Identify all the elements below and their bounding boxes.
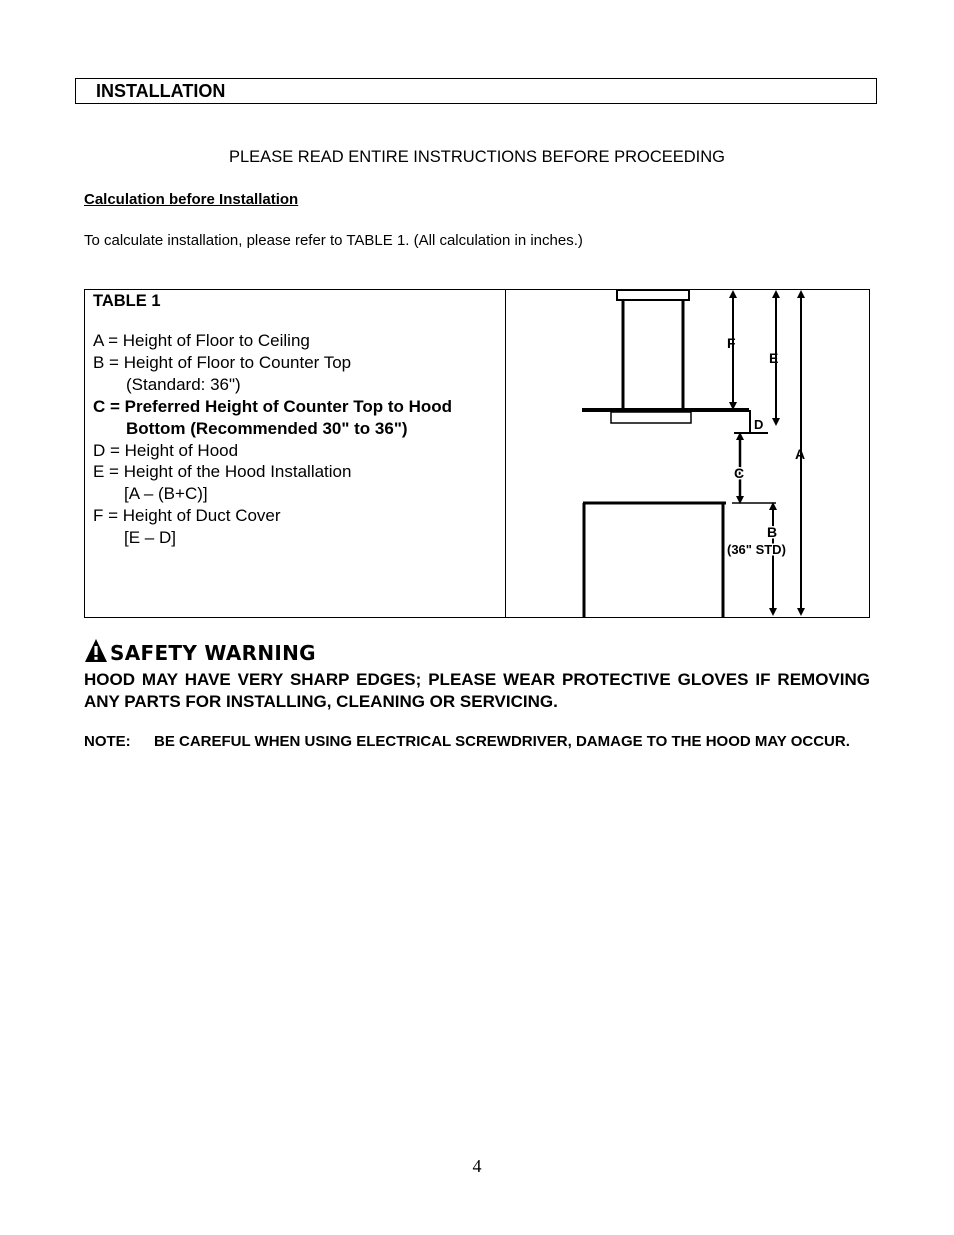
label-e: E (769, 350, 779, 366)
definition-b-standard: (Standard: 36") (126, 374, 241, 394)
definition-c-recommended: Bottom (Recommended 30" to 36") (126, 418, 408, 438)
section-header (75, 78, 877, 104)
calculation-heading: Calculation before Installation (84, 191, 299, 208)
note-text: BE CAREFUL WHEN USING ELECTRICAL SCREWDRIVER, DAMAGE TO THE HOOD MAY OCCUR. (154, 733, 850, 750)
hood-body (582, 410, 749, 423)
hood-installation-diagram (506, 290, 870, 617)
page-number: 4 (472, 1156, 482, 1176)
definition-f-formula: [E – D] (124, 528, 176, 548)
section-title: INSTALLATION (96, 81, 226, 101)
definition-e: E = Height of the Hood Installation (93, 462, 352, 482)
calculation-intro: To calculate installation, please refer to TABLE 1. (All calculation in inches.) (84, 232, 583, 249)
table-title: TABLE 1 (93, 292, 161, 310)
safety-warning-label: SAFETY WARNING (110, 641, 316, 665)
dimension-a (795, 294, 805, 612)
definition-f: F = Height of Duct Cover (93, 506, 281, 526)
definition-c: C = Preferred Height of Counter Top to Hood (93, 396, 453, 416)
dimension-c (732, 436, 776, 503)
definition-b: B = Height of Floor to Counter Top (93, 352, 352, 372)
duct-cover (617, 290, 689, 408)
warning-triangle-icon (84, 638, 108, 664)
dimension-d (734, 410, 768, 433)
label-a: A (795, 446, 806, 462)
definition-a: A = Height of Floor to Ceiling (93, 331, 310, 350)
definitions-list (93, 330, 503, 549)
read-instructions-notice: PLEASE READ ENTIRE INSTRUCTIONS BEFORE PROCEEDING (229, 148, 725, 166)
safety-warning-text: HOOD MAY HAVE VERY SHARP EDGES; PLEASE WEAR PROTECTIVE GLOVES IF REMOVING ANY PARTS FOR INSTALLING, CLEANING OR SERVICING. (84, 670, 870, 711)
label-b-std: (36" STD) (727, 542, 786, 557)
definition-e-formula: [A – (B+C)] (124, 484, 208, 504)
definition-d: D = Height of Hood (93, 440, 239, 460)
table-1 (84, 289, 870, 618)
label-b: B (767, 524, 778, 540)
dimension-f (727, 294, 736, 406)
label-d: D (754, 417, 764, 432)
label-f: F (727, 335, 736, 351)
dimension-b (727, 506, 786, 612)
cabinet (583, 503, 726, 617)
label-c: C (734, 465, 745, 481)
note-label: NOTE: (84, 733, 131, 750)
dimension-e (769, 294, 778, 422)
